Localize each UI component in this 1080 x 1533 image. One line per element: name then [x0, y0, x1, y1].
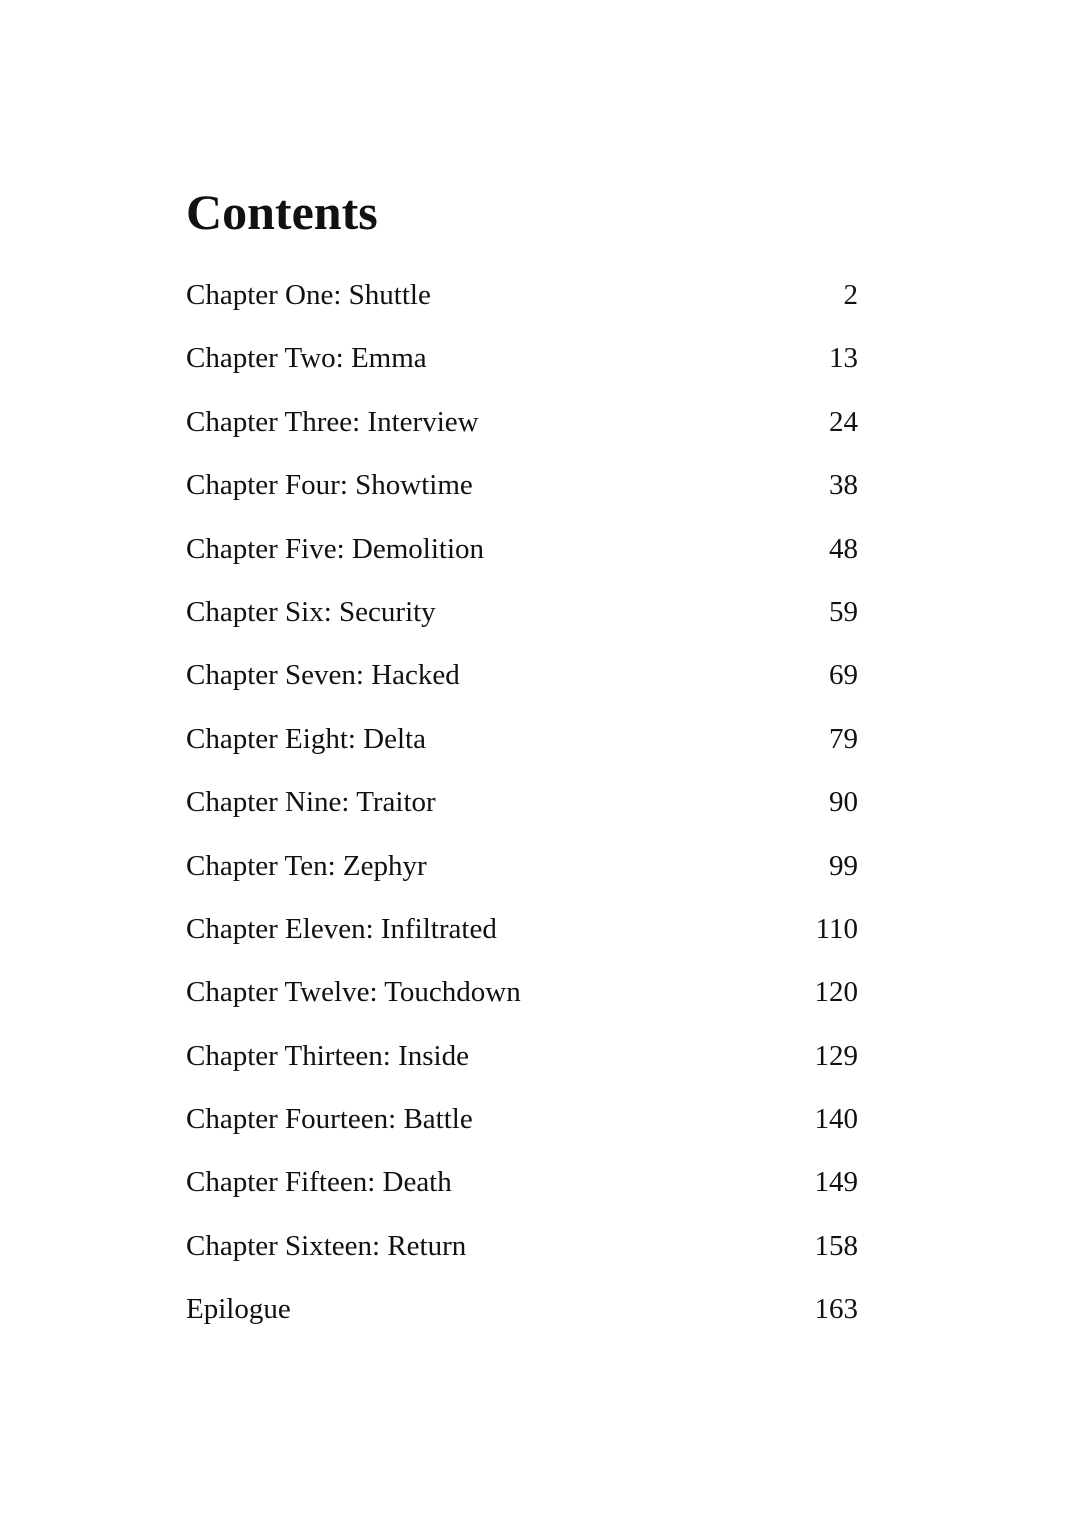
toc-entry-page-number: 79: [829, 722, 858, 755]
toc-entry-page-number: 140: [814, 1103, 858, 1136]
toc-entry-title: Chapter Eleven: Infiltrated: [186, 912, 497, 945]
toc-entry-page-number: 110: [815, 912, 858, 945]
toc-entry[interactable]: [186, 972, 858, 1035]
toc-entry-title: Chapter Thirteen: Inside: [186, 1039, 469, 1072]
toc-entry-page-number: 99: [829, 849, 858, 882]
toc-entry-title: Chapter Seven: Hacked: [186, 659, 460, 692]
toc-entry-page-number: 13: [829, 342, 858, 375]
toc-entry-page-number: 120: [814, 976, 858, 1009]
toc-entry[interactable]: [186, 529, 858, 592]
toc-entry[interactable]: [186, 592, 858, 655]
toc-entry-page-number: 163: [814, 1293, 858, 1326]
toc-entry[interactable]: [186, 338, 858, 401]
toc-entry-title: Chapter Sixteen: Return: [186, 1229, 467, 1262]
table-of-contents: [186, 275, 858, 1353]
toc-entry-title: Chapter Eight: Delta: [186, 722, 426, 755]
toc-entry[interactable]: [186, 846, 858, 909]
toc-entry[interactable]: [186, 782, 858, 845]
toc-entry[interactable]: [186, 655, 858, 718]
toc-entry-page-number: 59: [829, 595, 858, 628]
toc-entry-page-number: 2: [843, 279, 858, 311]
toc-entry-page-number: 48: [829, 532, 858, 565]
toc-entry-page-number: 129: [814, 1039, 858, 1072]
toc-entry-title: Chapter Six: Security: [186, 595, 436, 628]
toc-entry-title: Chapter Four: Showtime: [186, 469, 473, 502]
toc-entry[interactable]: [186, 909, 858, 972]
toc-entry-page-number: 69: [829, 659, 858, 692]
toc-entry-page-number: 158: [814, 1229, 858, 1262]
toc-entry[interactable]: [186, 275, 858, 338]
toc-entry-title: Chapter Ten: Zephyr: [186, 849, 427, 882]
toc-entry-title: Chapter Two: Emma: [186, 342, 427, 375]
toc-entry[interactable]: [186, 465, 858, 528]
toc-entry[interactable]: [186, 402, 858, 465]
toc-entry[interactable]: [186, 1036, 858, 1099]
toc-entry-title: Epilogue: [186, 1293, 291, 1326]
toc-entry-page-number: 24: [829, 405, 858, 438]
toc-entry[interactable]: [186, 1226, 858, 1289]
page-title: Contents: [186, 184, 378, 240]
toc-entry[interactable]: [186, 1289, 858, 1352]
toc-entry-title: Chapter Fourteen: Battle: [186, 1103, 473, 1136]
toc-entry-title: Chapter One: Shuttle: [186, 279, 431, 311]
toc-entry[interactable]: [186, 1099, 858, 1162]
toc-entry-title: Chapter Twelve: Touchdown: [186, 976, 521, 1009]
toc-entry-page-number: 90: [829, 786, 858, 819]
toc-entry-title: Chapter Three: Interview: [186, 405, 479, 438]
toc-entry-page-number: 149: [814, 1166, 858, 1199]
toc-entry-title: Chapter Nine: Traitor: [186, 786, 436, 819]
toc-entry-title: Chapter Fifteen: Death: [186, 1166, 452, 1199]
toc-entry[interactable]: [186, 1162, 858, 1225]
toc-entry-title: Chapter Five: Demolition: [186, 532, 485, 565]
toc-entry[interactable]: [186, 719, 858, 782]
toc-entry-page-number: 38: [829, 469, 858, 502]
